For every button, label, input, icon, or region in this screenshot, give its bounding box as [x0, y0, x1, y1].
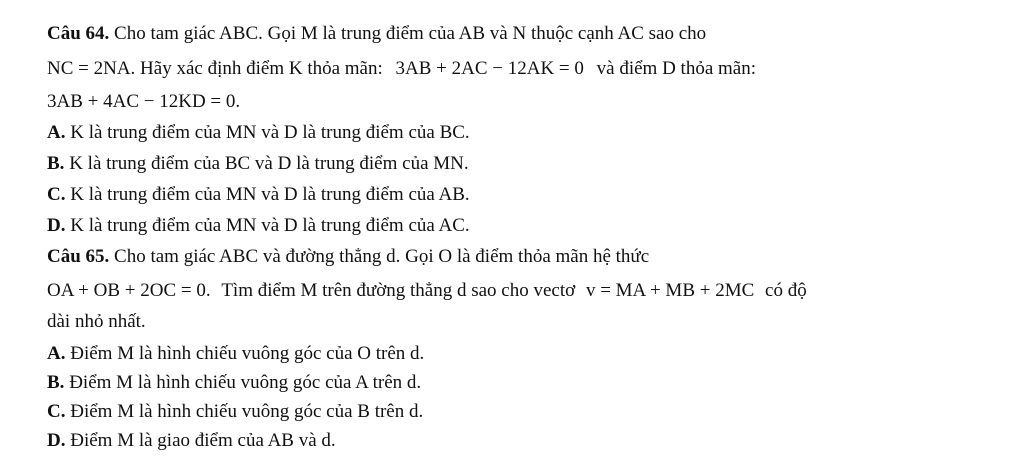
q65-option-a-letter: A.: [47, 343, 66, 364]
q65-option-d-text: Điểm M là giao điểm của AB và d.: [70, 430, 336, 451]
q65-option-d[interactable]: [47, 429, 336, 453]
q64-option-b-letter: B.: [47, 153, 65, 174]
q64-equation-d: 3AB + 4AC − 12KD = 0.: [47, 91, 241, 112]
q65-option-b[interactable]: [47, 371, 421, 395]
q64-option-c-letter: C.: [47, 184, 66, 205]
q65-equation-v: v = MA + MB + 2MC: [585, 280, 755, 301]
q64-line-3: [47, 90, 240, 114]
q65-option-a[interactable]: [47, 342, 424, 366]
q65-line-1: [47, 245, 649, 269]
q64-stem-2: NC = 2NA. Hãy xác định điểm K thỏa mãn:: [47, 58, 383, 79]
q64-line-1: [47, 22, 840, 46]
q65-option-b-letter: B.: [47, 372, 65, 393]
q65-stem-1: Cho tam giác ABC và đường thẳng d. Gọi O là điểm thỏa mãn hệ thức: [114, 246, 650, 267]
q64-option-d-letter: D.: [47, 215, 66, 236]
q65-stem-3: dài nhỏ nhất.: [47, 311, 146, 332]
q65-option-c-text: Điểm M là hình chiếu vuông góc của B trên d.: [70, 401, 424, 422]
q65-option-a-text: Điểm M là hình chiếu vuông góc của O trên d.: [70, 343, 425, 364]
q65-option-b-text: Điểm M là hình chiếu vuông góc của A trên d.: [69, 372, 422, 393]
q64-option-a-text: K là trung điểm của MN và D là trung điểm của BC.: [70, 122, 470, 143]
q65-stem-2-end: có độ: [765, 280, 807, 301]
q65-option-c[interactable]: [47, 400, 423, 424]
q64-line-2: [47, 57, 756, 81]
q64-option-c[interactable]: [47, 183, 470, 207]
q64-option-d-text: K là trung điểm của MN và D là trung điểm của AC.: [70, 215, 470, 236]
q65-line-2: [47, 279, 807, 303]
q64-option-a[interactable]: [47, 121, 470, 145]
q64-option-d[interactable]: [47, 214, 470, 238]
q64-option-c-text: K là trung điểm của MN và D là trung điểm của AB.: [70, 184, 470, 205]
q65-stem-2: Tìm điểm M trên đường thẳng d sao cho vectơ: [221, 280, 576, 301]
q64-equation-k: 3AB + 2AC − 12AK = 0: [395, 58, 584, 79]
q64-option-b[interactable]: [47, 152, 469, 176]
q65-option-c-letter: C.: [47, 401, 66, 422]
q64-stem-2-end: và điểm D thỏa mãn:: [596, 58, 757, 79]
q65-equation-o: OA + OB + 2OC = 0.: [47, 280, 211, 301]
q64-label: Câu 64.: [47, 23, 110, 44]
q65-label: Câu 65.: [47, 246, 110, 267]
q64-stem-1: Cho tam giác ABC. Gọi M là trung điểm của AB và N thuộc cạnh AC sao cho: [114, 23, 707, 44]
q64-option-b-text: K là trung điểm của BC và D là trung điểm của MN.: [69, 153, 469, 174]
q64-option-a-letter: A.: [47, 122, 66, 143]
q65-line-3: [47, 310, 146, 334]
q65-option-d-letter: D.: [47, 430, 66, 451]
